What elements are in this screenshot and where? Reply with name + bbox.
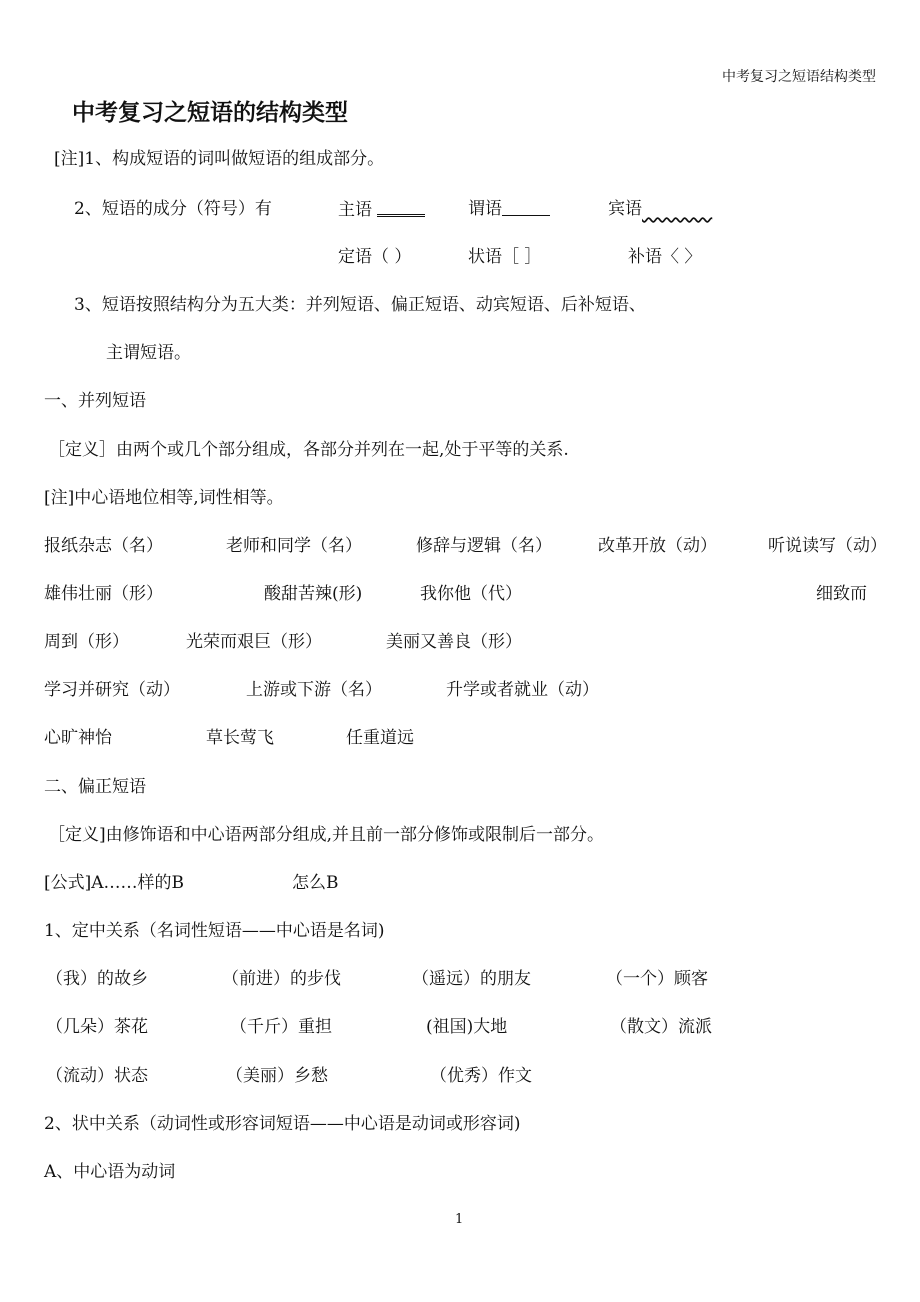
- components-label: 2、短语的成分（符号）有: [74, 199, 272, 219]
- example-item: （优秀）作文: [430, 1066, 532, 1086]
- example-item: 修辞与逻辑（名）: [416, 536, 552, 556]
- example-item: (祖国)大地: [426, 1017, 508, 1037]
- adverbial-label: 状语［ ］: [468, 247, 542, 267]
- example-item: 草长莺飞: [206, 728, 274, 748]
- subject-double-underline: [377, 198, 425, 217]
- example-item: 任重道远: [346, 728, 414, 748]
- example-item: 升学或者就业（动）: [446, 680, 599, 700]
- subsection-1-heading: 1、定中关系（名词性短语——中心语是名词): [44, 921, 385, 941]
- example-item: 改革开放（动）: [598, 536, 717, 556]
- example-item: （几朵）茶花: [46, 1017, 148, 1037]
- example-item: 酸甜苦辣(形): [264, 584, 363, 604]
- classes-line-1: 3、短语按照结构分为五大类：并列短语、偏正短语、动宾短语、后补短语、: [74, 295, 646, 315]
- example-item: （散文）流派: [610, 1017, 712, 1037]
- example-item: 细致而: [816, 584, 867, 604]
- example-item: （千斤）重担: [230, 1017, 332, 1037]
- object-wavy-underline: [642, 200, 696, 216]
- object-label: 宾语: [608, 198, 696, 220]
- predicate-label: 谓语: [468, 198, 550, 220]
- example-item: 老师和同学（名）: [226, 536, 362, 556]
- section-2-definition: ［定义]由修饰语和中心语两部分组成,并且前一部分修饰或限制后一部分。: [48, 825, 605, 845]
- classes-line-2: 主谓短语。: [106, 343, 191, 363]
- example-item: 上游或下游（名）: [246, 680, 382, 700]
- predicate-underline: [502, 199, 550, 216]
- section-1-heading: 一、并列短语: [44, 391, 146, 411]
- running-header: 中考复习之短语结构类型: [722, 69, 876, 85]
- example-item: （前进）的步伐: [222, 969, 341, 989]
- section-1-note: [注]中心语地位相等,词性相等。: [44, 488, 284, 508]
- example-item: （一个）顾客: [606, 969, 708, 989]
- example-item: 报纸杂志（名）: [44, 536, 163, 556]
- subsection-2-heading: 2、状中关系（动词性或形容词短语——中心语是动词或形容词): [44, 1114, 521, 1134]
- example-item: 心旷神怡: [44, 728, 112, 748]
- example-item: （遥远）的朋友: [412, 969, 531, 989]
- example-item: 雄伟壮丽（形）: [44, 584, 163, 604]
- example-item: 美丽又善良（形）: [386, 632, 522, 652]
- section-1-definition: ［定义］由两个或几个部分组成，各部分并列在一起,处于平等的关系.: [48, 440, 569, 460]
- example-item: 学习并研究（动）: [44, 680, 180, 700]
- example-item: 听说读写（动）: [768, 536, 887, 556]
- document-title: 中考复习之短语的结构类型: [72, 99, 348, 126]
- section-2-heading: 二、偏正短语: [44, 777, 146, 797]
- example-item: （我）的故乡: [46, 969, 148, 989]
- example-item: （美丽）乡愁: [226, 1066, 328, 1086]
- example-item: 我你他（代）: [420, 584, 522, 604]
- complement-label: 补语〈 〉: [628, 247, 702, 267]
- formula-2: 怎么B: [292, 873, 339, 893]
- example-item: （流动）状态: [46, 1066, 148, 1086]
- formula-label: [公式]A……样的B: [44, 873, 185, 893]
- subsection-a-heading: A、中心语为动词: [44, 1162, 176, 1182]
- example-item: 周到（形）: [44, 632, 129, 652]
- note-1: [注]1、构成短语的词叫做短语的组成部分。: [54, 149, 385, 169]
- attributive-label: 定语（ ）: [338, 247, 412, 267]
- page-number: 1: [455, 1212, 464, 1227]
- example-item: 光荣而艰巨（形）: [186, 632, 322, 652]
- subject-label: 主语: [338, 198, 425, 221]
